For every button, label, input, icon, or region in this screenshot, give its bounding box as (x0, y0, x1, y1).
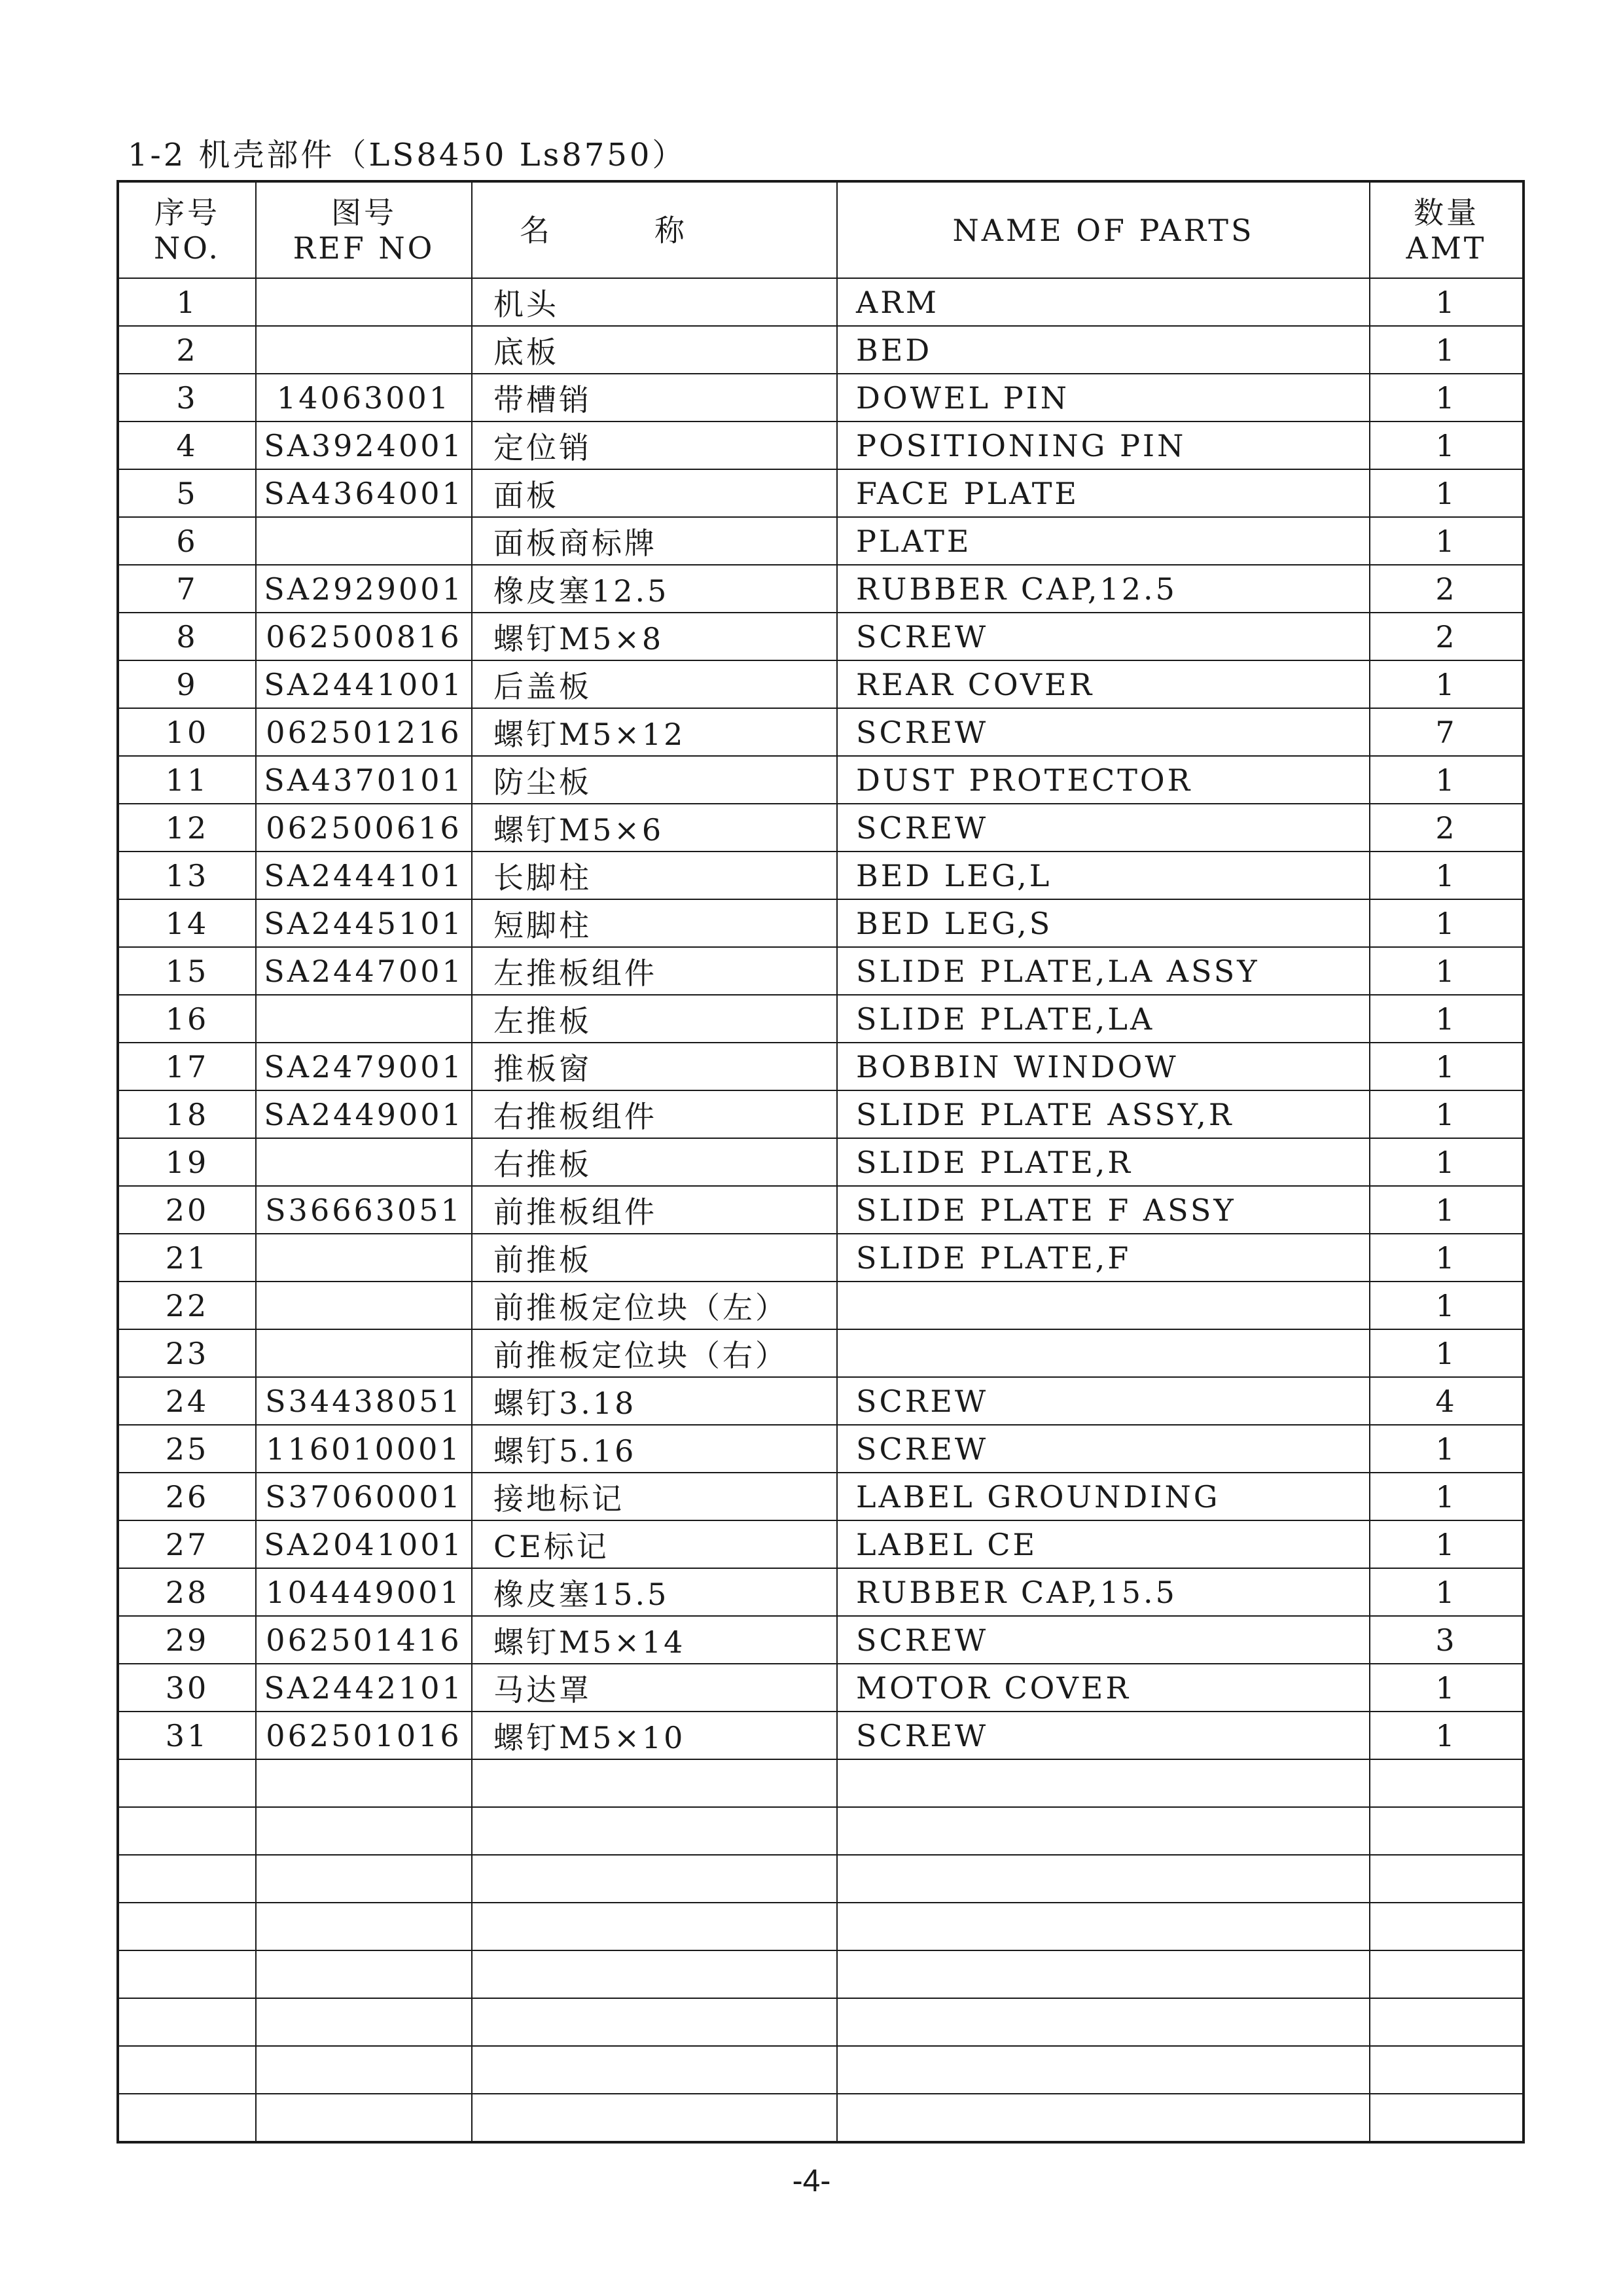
cell-ref: 062501416 (256, 1616, 472, 1664)
cell-no: 18 (118, 1090, 256, 1138)
cell-name-cn: 短脚柱 (472, 899, 837, 947)
cell-name-cn: 推板窗 (472, 1043, 837, 1090)
cell-name-cn: CE标记 (472, 1520, 837, 1568)
blank-cell-qty (1370, 2046, 1524, 2094)
cell-no: 31 (118, 1712, 256, 1759)
cell-ref: 14063001 (256, 374, 472, 422)
cell-name-cn: 马达罩 (472, 1664, 837, 1712)
blank-cell-name-cn (472, 2094, 837, 2142)
header-no-en: NO. (154, 230, 221, 266)
cell-ref: SA2447001 (256, 947, 472, 995)
cell-name-cn: 带槽销 (472, 374, 837, 422)
cell-qty: 1 (1370, 278, 1524, 326)
cell-qty: 1 (1370, 1090, 1524, 1138)
cell-qty: 1 (1370, 326, 1524, 374)
cell-no: 11 (118, 756, 256, 804)
cell-name-en: SCREW (837, 1616, 1370, 1664)
cell-name-en: BOBBIN WINDOW (837, 1043, 1370, 1090)
blank-table-row (118, 1759, 1524, 1807)
cell-name-en: RUBBER CAP,12.5 (837, 565, 1370, 613)
cell-ref: 062501016 (256, 1712, 472, 1759)
cell-ref (256, 1234, 472, 1282)
cell-no: 7 (118, 565, 256, 613)
blank-cell-name-en (837, 1759, 1370, 1807)
cell-ref (256, 278, 472, 326)
header-no (118, 181, 256, 278)
blank-cell-qty (1370, 2094, 1524, 2142)
cell-name-cn: 前推板定位块（左） (472, 1282, 837, 1329)
blank-cell-no (118, 1855, 256, 1903)
cell-qty: 1 (1370, 1234, 1524, 1282)
cell-qty: 1 (1370, 469, 1524, 517)
blank-cell-name-cn (472, 2046, 837, 2094)
cell-name-cn: 前推板定位块（右） (472, 1329, 837, 1377)
header-name-cn (472, 181, 837, 278)
table-row (118, 1616, 1524, 1664)
cell-ref: 062501216 (256, 708, 472, 756)
table-row (118, 278, 1524, 326)
cell-qty: 2 (1370, 804, 1524, 852)
table-row (118, 1329, 1524, 1377)
cell-name-cn: 接地标记 (472, 1473, 837, 1520)
cell-qty: 1 (1370, 899, 1524, 947)
cell-no: 28 (118, 1568, 256, 1616)
cell-name-cn: 面板商标牌 (472, 517, 837, 565)
cell-ref: 062500616 (256, 804, 472, 852)
table-row (118, 1043, 1524, 1090)
cell-no: 26 (118, 1473, 256, 1520)
cell-qty: 1 (1370, 1712, 1524, 1759)
blank-cell-qty (1370, 1759, 1524, 1807)
cell-no: 23 (118, 1329, 256, 1377)
table-row (118, 1425, 1524, 1473)
cell-qty: 1 (1370, 1520, 1524, 1568)
blank-cell-ref (256, 1759, 472, 1807)
header-ref-cn: 图号 (331, 194, 397, 230)
blank-table-row (118, 1855, 1524, 1903)
header-qty-cn: 数量 (1414, 194, 1479, 230)
blank-cell-name-en (837, 1950, 1370, 1998)
blank-cell-name-cn (472, 1903, 837, 1950)
cell-name-en: DUST PROTECTOR (837, 756, 1370, 804)
cell-no: 13 (118, 852, 256, 899)
cell-name-cn: 螺钉M5×8 (472, 613, 837, 660)
cell-no: 5 (118, 469, 256, 517)
cell-qty: 1 (1370, 1664, 1524, 1712)
table-row (118, 374, 1524, 422)
cell-ref: SA4364001 (256, 469, 472, 517)
table-row (118, 565, 1524, 613)
cell-ref: SA2444101 (256, 852, 472, 899)
blank-cell-name-cn (472, 1855, 837, 1903)
header-name-en-label: NAME OF PARTS (952, 212, 1255, 248)
blank-cell-name-en (837, 1998, 1370, 2046)
cell-no: 24 (118, 1377, 256, 1425)
blank-cell-name-cn (472, 1807, 837, 1855)
blank-cell-name-en (837, 1807, 1370, 1855)
blank-cell-qty (1370, 1903, 1524, 1950)
table-row (118, 1138, 1524, 1186)
cell-qty: 1 (1370, 1473, 1524, 1520)
cell-ref (256, 1282, 472, 1329)
cell-ref: S37060001 (256, 1473, 472, 1520)
blank-cell-qty (1370, 1998, 1524, 2046)
cell-no: 30 (118, 1664, 256, 1712)
cell-ref (256, 995, 472, 1043)
parts-table (116, 180, 1525, 2144)
cell-no: 15 (118, 947, 256, 995)
cell-qty: 1 (1370, 1425, 1524, 1473)
cell-name-en: SCREW (837, 1377, 1370, 1425)
cell-qty: 1 (1370, 1138, 1524, 1186)
blank-cell-no (118, 2046, 256, 2094)
header-ref-en: REF NO (293, 230, 435, 266)
table-row (118, 1186, 1524, 1234)
cell-name-cn: 前推板 (472, 1234, 837, 1282)
cell-name-en: DOWEL PIN (837, 374, 1370, 422)
cell-name-en (837, 1282, 1370, 1329)
cell-name-cn: 防尘板 (472, 756, 837, 804)
cell-ref: S36663051 (256, 1186, 472, 1234)
cell-ref: SA2441001 (256, 660, 472, 708)
blank-cell-name-cn (472, 1759, 837, 1807)
table-row (118, 708, 1524, 756)
blank-cell-ref (256, 2046, 472, 2094)
cell-no: 8 (118, 613, 256, 660)
cell-name-cn: 螺钉M5×6 (472, 804, 837, 852)
table-row (118, 1568, 1524, 1616)
cell-no: 4 (118, 422, 256, 469)
cell-no: 21 (118, 1234, 256, 1282)
table-row (118, 326, 1524, 374)
cell-qty: 2 (1370, 565, 1524, 613)
cell-name-cn: 橡皮塞12.5 (472, 565, 837, 613)
cell-qty: 1 (1370, 660, 1524, 708)
cell-qty: 1 (1370, 1043, 1524, 1090)
cell-no: 10 (118, 708, 256, 756)
cell-name-cn: 机头 (472, 278, 837, 326)
parts-table-body (118, 278, 1524, 2142)
cell-no: 3 (118, 374, 256, 422)
table-row (118, 660, 1524, 708)
table-row (118, 1712, 1524, 1759)
cell-ref: S34438051 (256, 1377, 472, 1425)
blank-cell-ref (256, 1903, 472, 1950)
cell-ref: SA2449001 (256, 1090, 472, 1138)
table-row (118, 1377, 1524, 1425)
cell-ref: SA4370101 (256, 756, 472, 804)
blank-table-row (118, 1950, 1524, 1998)
table-row (118, 756, 1524, 804)
cell-qty: 1 (1370, 517, 1524, 565)
blank-cell-name-en (837, 2094, 1370, 2142)
header-qty (1370, 181, 1524, 278)
cell-name-en: PLATE (837, 517, 1370, 565)
cell-ref: 062500816 (256, 613, 472, 660)
cell-name-cn: 左推板组件 (472, 947, 837, 995)
table-row (118, 469, 1524, 517)
table-row (118, 1090, 1524, 1138)
cell-qty: 1 (1370, 374, 1524, 422)
blank-cell-name-en (837, 2046, 1370, 2094)
cell-name-en: MOTOR COVER (837, 1664, 1370, 1712)
cell-name-en: SCREW (837, 1712, 1370, 1759)
header-name-en (837, 181, 1370, 278)
cell-qty: 1 (1370, 852, 1524, 899)
blank-cell-ref (256, 1855, 472, 1903)
cell-name-cn: 前推板组件 (472, 1186, 837, 1234)
blank-cell-qty (1370, 1950, 1524, 1998)
cell-name-en: SLIDE PLATE F ASSY (837, 1186, 1370, 1234)
cell-no: 17 (118, 1043, 256, 1090)
table-row (118, 1234, 1524, 1282)
cell-no: 2 (118, 326, 256, 374)
blank-table-row (118, 1807, 1524, 1855)
cell-ref (256, 1138, 472, 1186)
page-number: -4- (792, 2164, 831, 2198)
cell-ref: 104449001 (256, 1568, 472, 1616)
blank-table-row (118, 1903, 1524, 1950)
header-no-cn: 序号 (154, 194, 220, 230)
cell-qty: 3 (1370, 1616, 1524, 1664)
table-row (118, 1520, 1524, 1568)
cell-qty: 2 (1370, 613, 1524, 660)
table-row (118, 1473, 1524, 1520)
blank-cell-name-en (837, 1855, 1370, 1903)
cell-qty: 1 (1370, 756, 1524, 804)
blank-table-row (118, 2094, 1524, 2142)
cell-name-en: REAR COVER (837, 660, 1370, 708)
cell-name-en: SCREW (837, 708, 1370, 756)
cell-qty: 1 (1370, 1568, 1524, 1616)
cell-no: 22 (118, 1282, 256, 1329)
cell-name-cn: 螺钉3.18 (472, 1377, 837, 1425)
blank-cell-no (118, 2094, 256, 2142)
table-row (118, 1282, 1524, 1329)
table-row (118, 852, 1524, 899)
cell-ref: 116010001 (256, 1425, 472, 1473)
blank-table-row (118, 1998, 1524, 2046)
cell-name-en: SCREW (837, 613, 1370, 660)
cell-qty: 1 (1370, 1186, 1524, 1234)
table-row (118, 517, 1524, 565)
cell-name-cn: 螺钉M5×14 (472, 1616, 837, 1664)
cell-name-cn: 底板 (472, 326, 837, 374)
cell-name-en: ARM (837, 278, 1370, 326)
cell-no: 14 (118, 899, 256, 947)
cell-name-en: SCREW (837, 804, 1370, 852)
cell-qty: 1 (1370, 995, 1524, 1043)
cell-no: 29 (118, 1616, 256, 1664)
cell-no: 9 (118, 660, 256, 708)
cell-name-en: BED LEG,L (837, 852, 1370, 899)
cell-name-en: BED (837, 326, 1370, 374)
table-row (118, 422, 1524, 469)
cell-ref: SA2929001 (256, 565, 472, 613)
blank-cell-no (118, 1759, 256, 1807)
cell-name-cn: 面板 (472, 469, 837, 517)
cell-no: 16 (118, 995, 256, 1043)
table-row (118, 804, 1524, 852)
blank-cell-name-en (837, 1903, 1370, 1950)
cell-name-en: SLIDE PLATE,R (837, 1138, 1370, 1186)
cell-name-en: SLIDE PLATE,LA ASSY (837, 947, 1370, 995)
cell-name-cn: 螺钉5.16 (472, 1425, 837, 1473)
cell-ref: SA3924001 (256, 422, 472, 469)
cell-ref: SA2041001 (256, 1520, 472, 1568)
cell-name-en: BED LEG,S (837, 899, 1370, 947)
table-row (118, 899, 1524, 947)
cell-no: 1 (118, 278, 256, 326)
table-header-row (118, 181, 1524, 278)
cell-name-en: SLIDE PLATE,LA (837, 995, 1370, 1043)
cell-qty: 1 (1370, 947, 1524, 995)
blank-cell-ref (256, 1950, 472, 1998)
cell-ref: SA2479001 (256, 1043, 472, 1090)
cell-ref (256, 517, 472, 565)
cell-name-cn: 左推板 (472, 995, 837, 1043)
cell-name-cn: 右推板组件 (472, 1090, 837, 1138)
cell-ref: SA2445101 (256, 899, 472, 947)
cell-name-cn: 后盖板 (472, 660, 837, 708)
cell-name-en (837, 1329, 1370, 1377)
header-ref (256, 181, 472, 278)
cell-name-en: FACE PLATE (837, 469, 1370, 517)
cell-qty: 4 (1370, 1377, 1524, 1425)
cell-name-cn: 长脚柱 (472, 852, 837, 899)
cell-no: 20 (118, 1186, 256, 1234)
cell-name-en: LABEL CE (837, 1520, 1370, 1568)
blank-cell-no (118, 1950, 256, 1998)
cell-no: 27 (118, 1520, 256, 1568)
cell-name-en: SLIDE PLATE,F (837, 1234, 1370, 1282)
cell-qty: 1 (1370, 422, 1524, 469)
table-row (118, 1664, 1524, 1712)
table-row (118, 995, 1524, 1043)
cell-ref: SA2442101 (256, 1664, 472, 1712)
blank-cell-ref (256, 1998, 472, 2046)
blank-cell-no (118, 1807, 256, 1855)
table-row (118, 613, 1524, 660)
cell-ref (256, 1329, 472, 1377)
table-row (118, 947, 1524, 995)
cell-qty: 1 (1370, 1282, 1524, 1329)
blank-cell-name-cn (472, 1950, 837, 1998)
blank-cell-qty (1370, 1855, 1524, 1903)
cell-name-cn: 定位销 (472, 422, 837, 469)
cell-no: 25 (118, 1425, 256, 1473)
blank-cell-ref (256, 1807, 472, 1855)
blank-cell-no (118, 1998, 256, 2046)
cell-qty: 1 (1370, 1329, 1524, 1377)
cell-name-cn: 右推板 (472, 1138, 837, 1186)
cell-ref (256, 326, 472, 374)
cell-qty: 7 (1370, 708, 1524, 756)
cell-name-en: LABEL GROUNDING (837, 1473, 1370, 1520)
blank-cell-qty (1370, 1807, 1524, 1855)
blank-cell-name-cn (472, 1998, 837, 2046)
header-name-cn-label: 名称 (520, 212, 789, 248)
cell-name-cn: 螺钉M5×10 (472, 1712, 837, 1759)
cell-no: 6 (118, 517, 256, 565)
cell-name-en: SLIDE PLATE ASSY,R (837, 1090, 1370, 1138)
blank-cell-no (118, 1903, 256, 1950)
cell-name-en: POSITIONING PIN (837, 422, 1370, 469)
cell-name-cn: 橡皮塞15.5 (472, 1568, 837, 1616)
cell-no: 19 (118, 1138, 256, 1186)
blank-table-row (118, 2046, 1524, 2094)
cell-name-en: RUBBER CAP,15.5 (837, 1568, 1370, 1616)
cell-no: 12 (118, 804, 256, 852)
section-title: 1-2 机壳部件（LS8450 Ls8750） (128, 137, 687, 173)
header-qty-en: AMT (1406, 230, 1487, 266)
blank-cell-ref (256, 2094, 472, 2142)
cell-name-en: SCREW (837, 1425, 1370, 1473)
cell-name-cn: 螺钉M5×12 (472, 708, 837, 756)
